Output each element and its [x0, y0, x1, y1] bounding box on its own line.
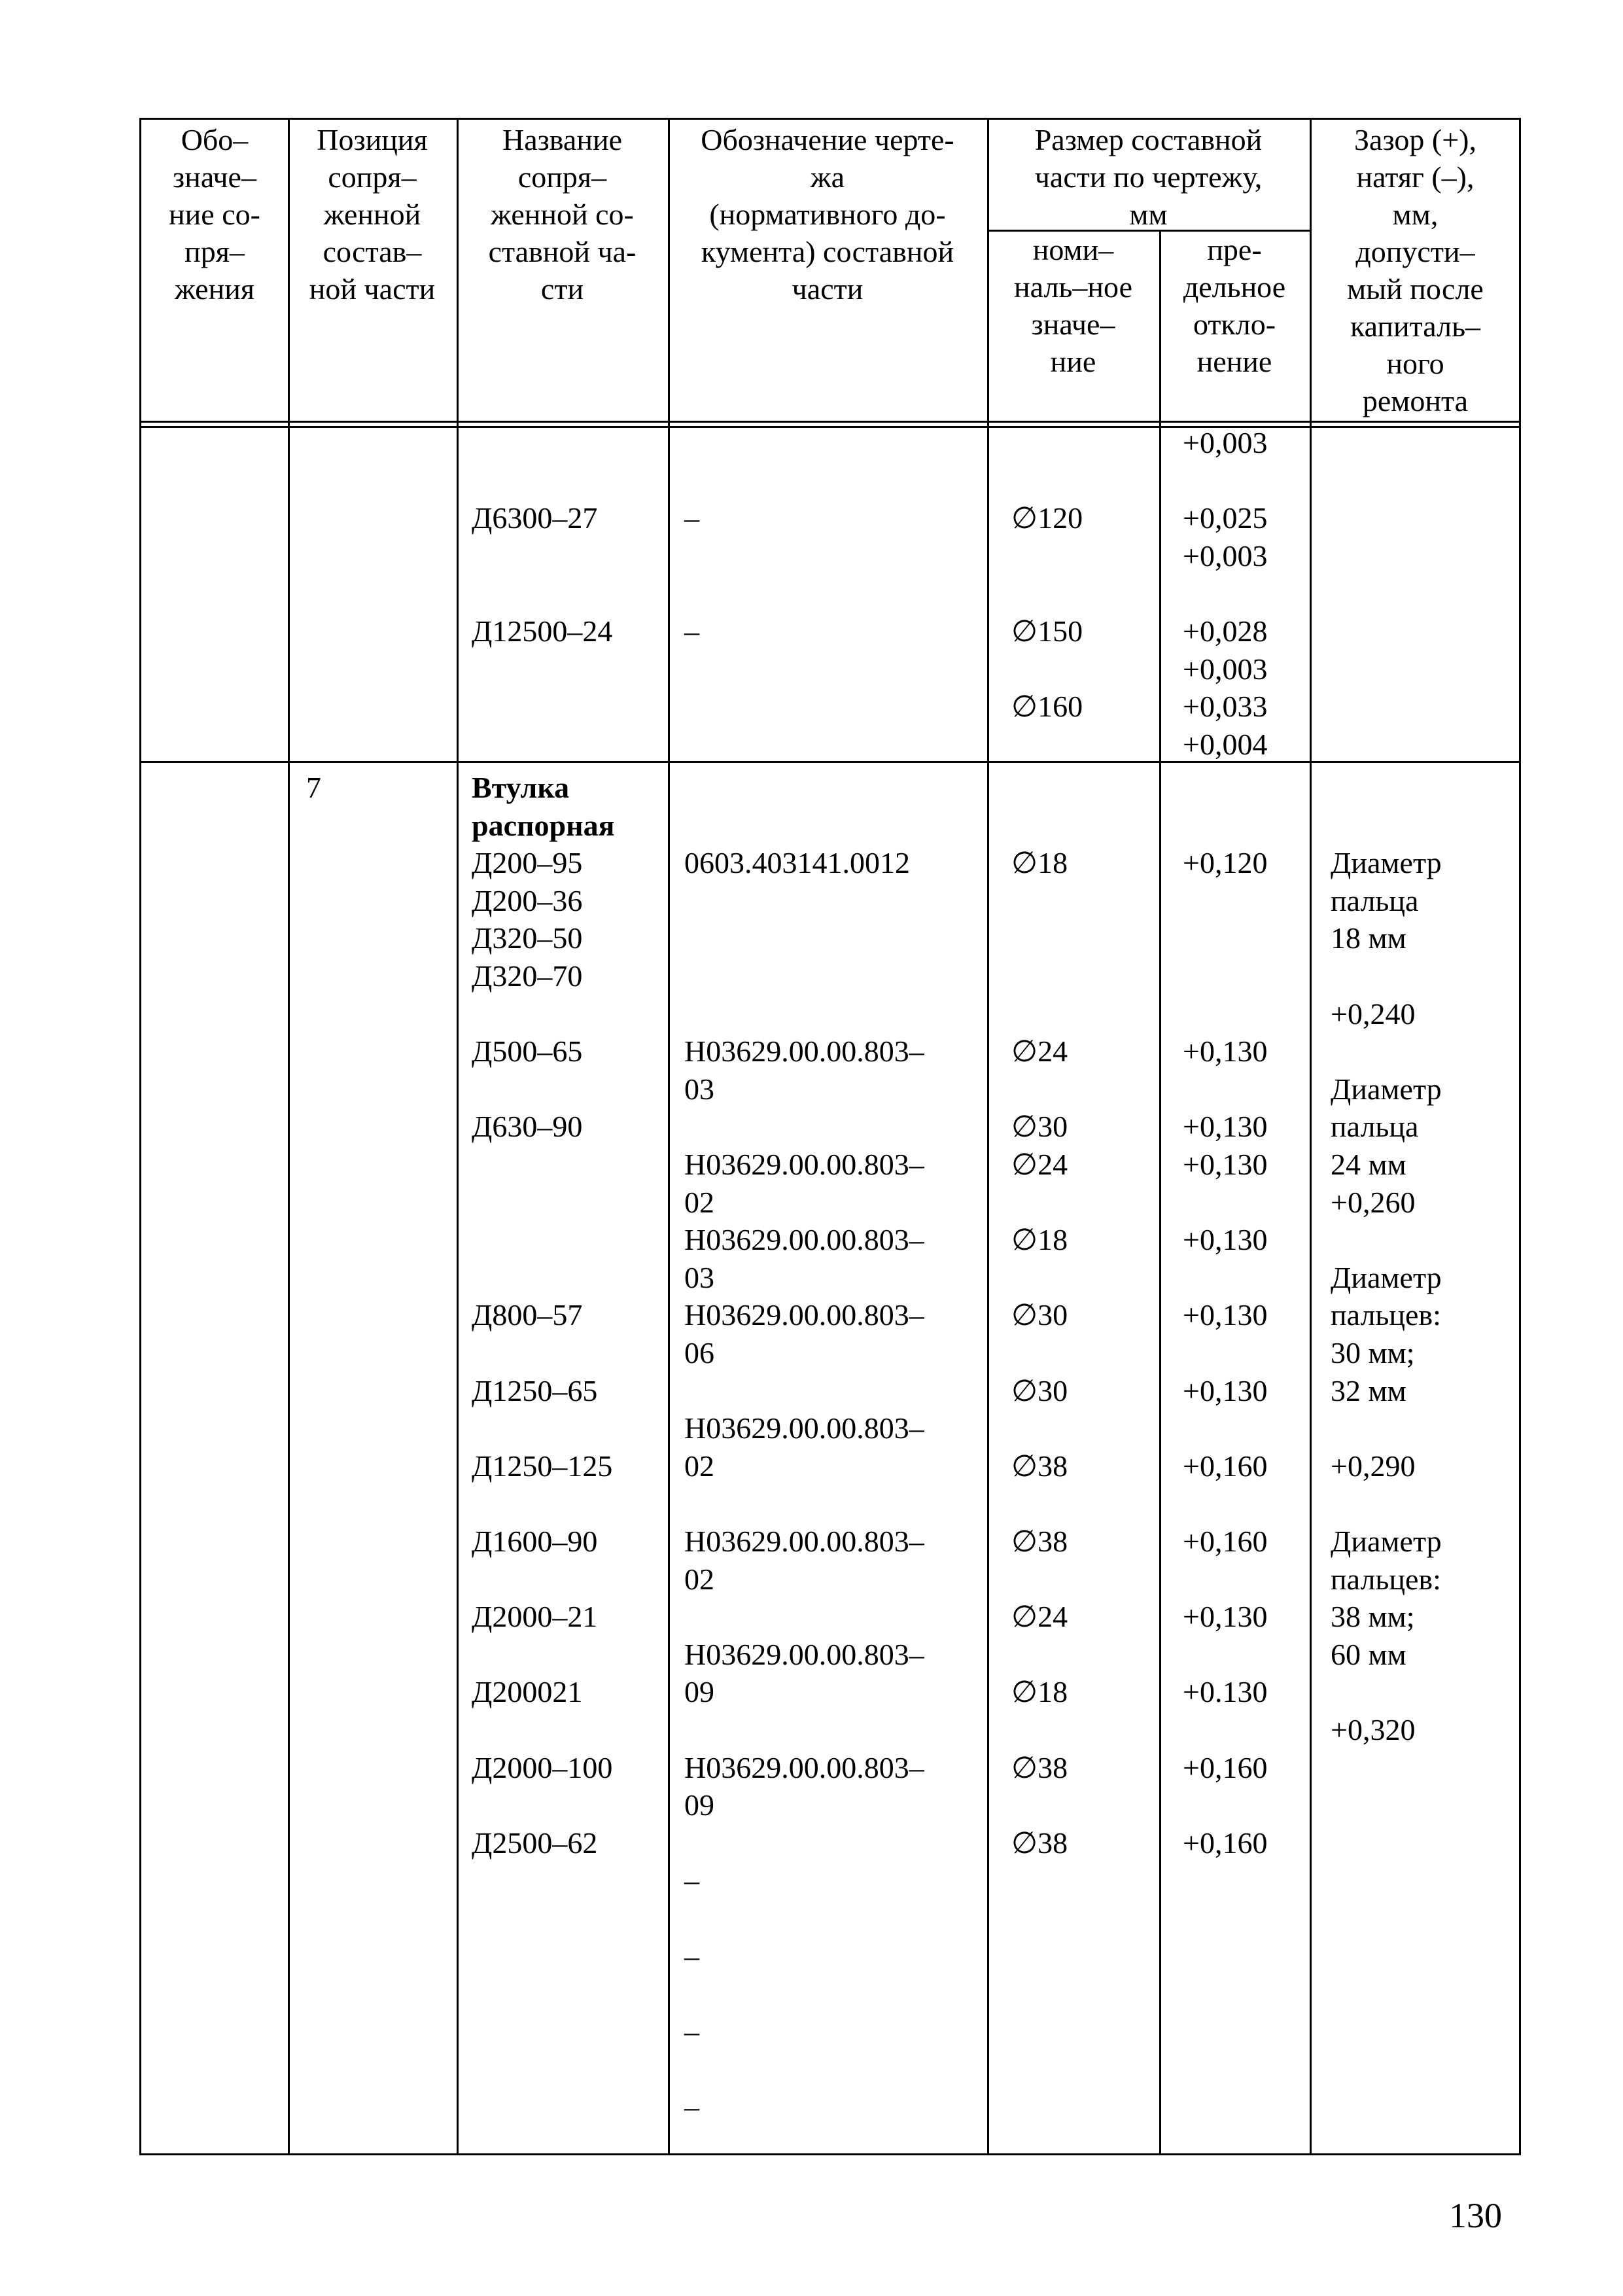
table-cell-line: пальцев: — [1331, 1298, 1441, 1332]
table-cell-line: +0,004 — [1183, 727, 1268, 761]
table-cell-line: – — [684, 1939, 699, 1973]
table-cell-line: +0,240 — [1331, 997, 1416, 1031]
specification-table — [139, 118, 1521, 2155]
table-cell-line: пальцев: — [1331, 1562, 1441, 1596]
table-cell-line: Д200021 — [472, 1675, 583, 1709]
table-cell-line: – — [684, 501, 699, 535]
table-cell-line: +0,130 — [1183, 1148, 1268, 1181]
table-cell-line: ∅120 — [1011, 501, 1083, 535]
table-cell-line: 09 — [684, 1788, 714, 1822]
table-cell-line: 38 мм; — [1331, 1600, 1415, 1634]
table-cell-line: +0,160 — [1183, 1449, 1268, 1483]
column-divider — [1159, 230, 1161, 2153]
table-cell-line: +0,130 — [1183, 1600, 1268, 1634]
table-cell-line: Н03629.00.00.803– — [684, 1223, 924, 1257]
table-cell-line: Диаметр — [1331, 1260, 1442, 1294]
table-cell-line: Н03629.00.00.803– — [684, 1298, 924, 1332]
table-cell-line: ∅18 — [1011, 846, 1068, 880]
table-cell-line: 09 — [684, 1675, 714, 1709]
table-cell-line: ∅38 — [1011, 1525, 1068, 1558]
table-cell-line: Д2000–100 — [472, 1750, 613, 1784]
table-cell-line: +0,290 — [1331, 1449, 1416, 1483]
table-cell-line: ∅160 — [1011, 690, 1083, 724]
table-cell-line: ∅38 — [1011, 1826, 1068, 1860]
header-size: Размер составной части по чертежу, мм — [1034, 123, 1263, 231]
table-cell-line: Н03629.00.00.803– — [684, 1750, 924, 1784]
table-cell-line: ∅30 — [1011, 1298, 1068, 1332]
table-cell-line: ∅24 — [1011, 1034, 1068, 1069]
table-cell-line: 32 мм — [1331, 1373, 1406, 1407]
table-cell-line: Н03629.00.00.803– — [684, 1637, 924, 1671]
table-cell-line: 0603.403141.0012 — [684, 846, 910, 880]
header-deviation: пре- дельное откло- нение — [1183, 233, 1286, 378]
header-name: Название сопря– женной со- ставной ча- сти — [488, 123, 637, 306]
table-cell-line: 03 — [684, 1072, 714, 1106]
table-cell-line: 06 — [684, 1336, 714, 1369]
table-cell-line: Д12500–24 — [472, 614, 613, 648]
table-cell-line: Д1250–65 — [472, 1373, 598, 1407]
table-cell-line: – — [684, 2090, 699, 2123]
table-cell-line: Диаметр — [1331, 1072, 1442, 1106]
table-cell-line: +0,320 — [1331, 1713, 1416, 1746]
table-cell-line: Н03629.00.00.803– — [684, 1148, 924, 1181]
table-cell-line: +0,160 — [1183, 1750, 1268, 1784]
column-divider — [1310, 120, 1312, 2153]
column-divider — [288, 120, 290, 2153]
table-cell-line: пальца — [1331, 883, 1419, 917]
header-nominal: номи– наль–ное значе– ние — [1014, 233, 1132, 378]
table-cell-line: распорная — [472, 808, 615, 842]
page-number: 130 — [1449, 2196, 1502, 2235]
column-divider — [987, 120, 989, 2153]
table-cell-line: +0,160 — [1183, 1525, 1268, 1558]
table-cell-line: ∅18 — [1011, 1223, 1068, 1257]
table-cell-line: Н03629.00.00.803– — [684, 1525, 924, 1558]
table-cell-line: 02 — [684, 1185, 714, 1219]
table-cell-line: Д1250–125 — [472, 1449, 613, 1483]
table-cell-line: +0,130 — [1183, 1373, 1268, 1407]
table-cell-line: +0,025 — [1183, 501, 1268, 535]
table-cell-line: ∅38 — [1011, 1449, 1068, 1483]
table-cell-line: 30 мм; — [1331, 1336, 1415, 1369]
table-cell-line: Д1600–90 — [472, 1525, 598, 1558]
table-cell-line: Д200–95 — [472, 846, 583, 880]
table-cell-line: +0,003 — [1183, 652, 1268, 686]
table-cell-line: ∅18 — [1011, 1675, 1068, 1709]
table-cell-line: +0,130 — [1183, 1110, 1268, 1144]
table-cell-line: +0,130 — [1183, 1223, 1268, 1257]
table-cell-line: 02 — [684, 1562, 714, 1596]
table-cell-line: Диаметр — [1331, 846, 1442, 880]
table-cell-line: +0,120 — [1183, 846, 1268, 880]
table-cell-line: Д2000–21 — [472, 1600, 598, 1634]
row-divider — [141, 426, 1519, 428]
table-cell-line: Д800–57 — [472, 1298, 583, 1332]
table-cell-line: Н03629.00.00.803– — [684, 1411, 924, 1445]
table-cell-line: +0.130 — [1183, 1675, 1268, 1709]
table-cell-line: ∅150 — [1011, 614, 1083, 648]
table-cell-line: 02 — [684, 1449, 714, 1483]
table-cell-line: ∅30 — [1011, 1373, 1068, 1407]
table-cell-line: ∅24 — [1011, 1148, 1068, 1181]
table-cell-line: Втулка — [472, 771, 570, 804]
column-divider — [668, 120, 670, 2153]
table-cell-line: Д6300–27 — [472, 501, 598, 535]
table-cell-line: пальца — [1331, 1110, 1419, 1144]
table-cell-line: ∅38 — [1011, 1750, 1068, 1784]
table-cell-line: Диаметр — [1331, 1525, 1442, 1558]
table-cell-line: Н03629.00.00.803– — [684, 1034, 924, 1069]
table-cell-line: +0,003 — [1183, 539, 1268, 573]
table-cell-line: ∅24 — [1011, 1600, 1068, 1634]
header-designation: Обо– значе– ние со- пря– жения — [169, 123, 260, 306]
row-divider — [141, 761, 1519, 763]
table-cell-line: Д2500–62 — [472, 1826, 598, 1860]
table-cell-line: +0,033 — [1183, 690, 1268, 724]
table-cell-line: ∅30 — [1011, 1110, 1068, 1144]
table-cell-line: +0,260 — [1331, 1185, 1416, 1219]
table-cell-line: Д630–90 — [472, 1110, 583, 1144]
table-cell-line: +0,130 — [1183, 1298, 1268, 1332]
table-cell-line: 7 — [306, 771, 321, 804]
table-cell-line: 60 мм — [1331, 1637, 1406, 1671]
header-drawing: Обозначение черте- жа (нормативного до- кумента) составной части — [701, 123, 954, 306]
table-cell-line: Д500–65 — [472, 1034, 583, 1069]
table-cell-line: +0,160 — [1183, 1826, 1268, 1860]
header-clearance: Зазор (+), натяг (–), мм, допусти– мый после капиталь– ного ремонта — [1347, 123, 1484, 417]
table-cell-line: 03 — [684, 1260, 714, 1294]
row-divider — [141, 421, 1519, 423]
header-position: Позиция сопря– женной состав– ной части — [309, 123, 436, 306]
column-divider — [457, 120, 459, 2153]
table-cell-line: +0,130 — [1183, 1034, 1268, 1069]
table-cell-line: Д320–50 — [472, 921, 583, 955]
table-cell-line: 18 мм — [1331, 921, 1406, 955]
table-cell-line: – — [684, 614, 699, 648]
table-cell-line: Д320–70 — [472, 959, 583, 993]
table-cell-line: +0,028 — [1183, 614, 1268, 648]
table-cell-line: Д200–36 — [472, 883, 583, 917]
table-cell-line: – — [684, 2014, 699, 2048]
table-cell-line: – — [684, 1863, 699, 1898]
table-cell-line: 24 мм — [1331, 1148, 1406, 1181]
table-cell-line: +0,003 — [1183, 426, 1268, 459]
